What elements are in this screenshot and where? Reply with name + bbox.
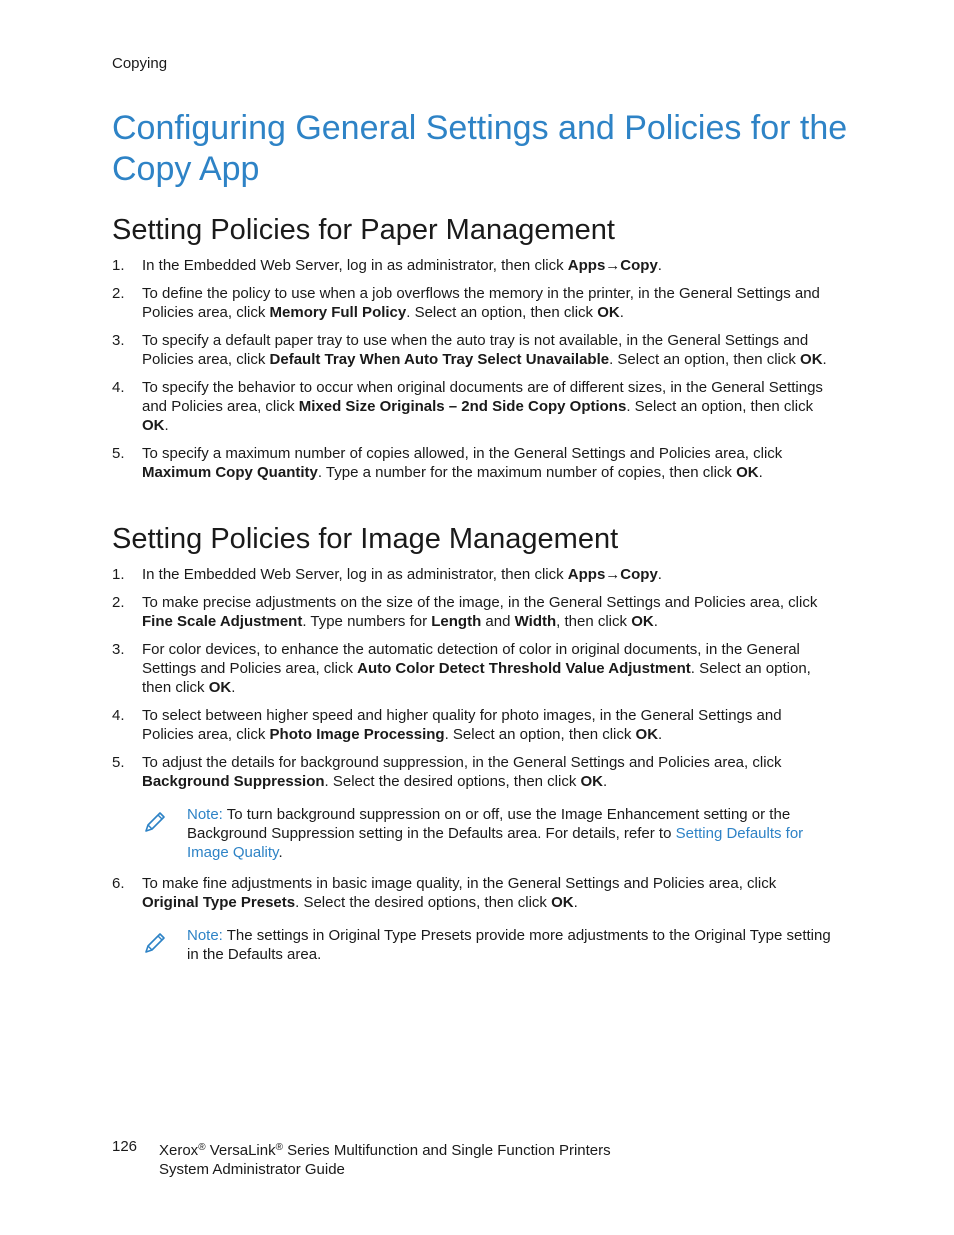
step-number: 2. <box>112 285 125 302</box>
brand-name: Xerox <box>159 1142 199 1159</box>
step-text: . Select an option, then click <box>444 726 636 743</box>
step-text: . <box>658 726 663 743</box>
step-text: . <box>822 351 827 368</box>
note-text-end: . <box>278 844 283 861</box>
step-text: To make fine adjustments in basic image quality, in the General Settings and Policies area, click <box>142 875 777 892</box>
ui-term: OK <box>597 304 620 321</box>
ui-term: Background Suppression <box>142 773 325 790</box>
ui-term: OK <box>551 894 574 911</box>
image-step-3 <box>112 640 837 697</box>
paper-step-5 <box>112 444 837 482</box>
step-text: To adjust the details for background suppression, in the General Settings and Policies area, click <box>142 754 782 771</box>
ui-term: OK <box>142 417 165 434</box>
step-text: To make precise adjustments on the size of the image, in the General Settings and Policies area, click <box>142 594 818 611</box>
step-text: . <box>164 417 169 434</box>
step-text: . Select an option, then click <box>142 660 811 696</box>
step-text: . <box>657 566 662 583</box>
step-text: . Type a number for the maximum number of copies, then click <box>317 464 737 481</box>
image-steps-list <box>112 565 837 976</box>
step-text: For color devices, to enhance the automatic detection of color in original documents, in the General Settings and Policies area, click <box>142 641 800 677</box>
step-text: . Select the desired options, then click <box>295 894 552 911</box>
product-name: VersaLink <box>205 1142 276 1159</box>
registered-mark: ® <box>198 1142 206 1153</box>
note-original-type-presets <box>142 926 837 964</box>
ui-term: Fine Scale Adjustment <box>142 613 303 630</box>
step-text: To specify the behavior to occur when original documents are of different sizes, in the General Settings and Policies area, click <box>142 379 823 415</box>
ui-term: Auto Color Detect Threshold Value Adjustment <box>357 660 691 677</box>
arrow-icon: → <box>605 257 621 274</box>
ui-term: Default Tray When Auto Tray Select Unavailable <box>269 351 610 368</box>
note-text: The settings in Original Type Presets provide more adjustments to the Original Type setting in the Defaults area. <box>187 927 831 963</box>
ui-term: Apps <box>567 566 606 583</box>
footer-line-1 <box>159 1138 719 1160</box>
step-text: . Type numbers for <box>302 613 432 630</box>
step-number: 3. <box>112 332 125 349</box>
step-number: 5. <box>112 754 125 771</box>
step-number: 6. <box>112 875 125 892</box>
pencil-icon <box>142 930 168 956</box>
registered-mark: ® <box>275 1142 283 1153</box>
note-label: Note: <box>187 927 223 944</box>
step-number: 1. <box>112 566 125 583</box>
step-text: In the Embedded Web Server, log in as administrator, then click <box>142 257 568 274</box>
ui-term: Mixed Size Originals – 2nd Side Copy Options <box>298 398 627 415</box>
step-text: , then click <box>556 613 632 630</box>
step-text: . <box>657 257 662 274</box>
ui-term: OK <box>800 351 823 368</box>
ui-term: OK <box>208 679 232 696</box>
ui-term: OK <box>736 464 759 481</box>
step-text: . Select an option, then click <box>406 304 598 321</box>
step-text: . <box>758 464 763 481</box>
step-number: 4. <box>112 379 125 396</box>
step-number: 5. <box>112 445 125 462</box>
note-text: To turn background suppression on or off, use the Image Enhancement setting or the Background Suppression setting in the Defaults area. For details, refer to <box>187 806 791 842</box>
link-setting-defaults-image-quality[interactable]: Setting Defaults for Image Quality <box>187 825 804 861</box>
heading-image-management: Setting Policies for Image Management <box>112 523 619 555</box>
step-number: 4. <box>112 707 125 724</box>
ui-term: Original Type Presets <box>142 894 296 911</box>
ui-term: Copy <box>620 566 658 583</box>
ui-term: OK <box>631 613 654 630</box>
step-number: 1. <box>112 257 125 274</box>
step-text: . <box>653 613 658 630</box>
step-number: 3. <box>112 641 125 658</box>
paper-step-4 <box>112 378 837 435</box>
image-step-4 <box>112 706 837 744</box>
step-text: To define the policy to use when a job overflows the memory in the printer, in the General Settings and Policies area, click <box>142 285 820 321</box>
ui-term: Memory Full Policy <box>269 304 407 321</box>
step-text: In the Embedded Web Server, log in as administrator, then click <box>142 566 568 583</box>
ui-term: Length <box>431 613 482 630</box>
pencil-icon <box>142 809 168 835</box>
image-step-2 <box>112 593 837 631</box>
step-text: . Select the desired options, then click <box>324 773 581 790</box>
step-text: and <box>481 613 515 630</box>
running-header: Copying <box>112 55 168 72</box>
ui-term: Width <box>514 613 557 630</box>
step-text: . <box>573 894 578 911</box>
ui-term: Photo Image Processing <box>269 726 445 743</box>
paper-steps-list <box>112 256 837 491</box>
step-text: To select between higher speed and higher quality for photo images, in the General Settings and Policies area, click <box>142 707 782 743</box>
ui-term: OK <box>635 726 659 743</box>
heading-paper-management: Setting Policies for Paper Management <box>112 214 615 246</box>
paper-step-3 <box>112 331 837 369</box>
paper-step-1 <box>112 256 837 275</box>
ui-term: OK <box>580 773 604 790</box>
image-step-6 <box>112 874 837 912</box>
step-text: To specify a maximum number of copies allowed, in the General Settings and Policies area, click <box>142 445 783 462</box>
step-text: . <box>619 304 624 321</box>
step-text: . <box>603 773 608 790</box>
image-step-5 <box>112 753 837 791</box>
ui-term: Copy <box>620 257 658 274</box>
page-number: 126 <box>112 1138 138 1155</box>
paper-step-2 <box>112 284 837 322</box>
chapter-title: Configuring General Settings and Policies for the Copy App <box>112 109 848 188</box>
ui-term: Maximum Copy Quantity <box>142 464 318 481</box>
footer-line-2: System Administrator Guide <box>159 1161 345 1178</box>
arrow-icon: → <box>605 566 621 583</box>
step-number: 2. <box>112 594 125 611</box>
note-background-suppression <box>142 805 837 862</box>
ui-term: Apps <box>567 257 606 274</box>
step-text: . Select an option, then click <box>609 351 801 368</box>
step-text: . <box>231 679 236 696</box>
step-text: To specify a default paper tray to use when the auto tray is not available, in the General Settings and Policies area, click <box>142 332 809 368</box>
note-label: Note: <box>187 806 223 823</box>
footer-doc-title <box>159 1138 719 1179</box>
product-series: Series Multifunction and Single Function Printers <box>282 1142 611 1159</box>
image-step-1 <box>112 565 837 584</box>
step-text: . Select an option, then click <box>626 398 814 415</box>
